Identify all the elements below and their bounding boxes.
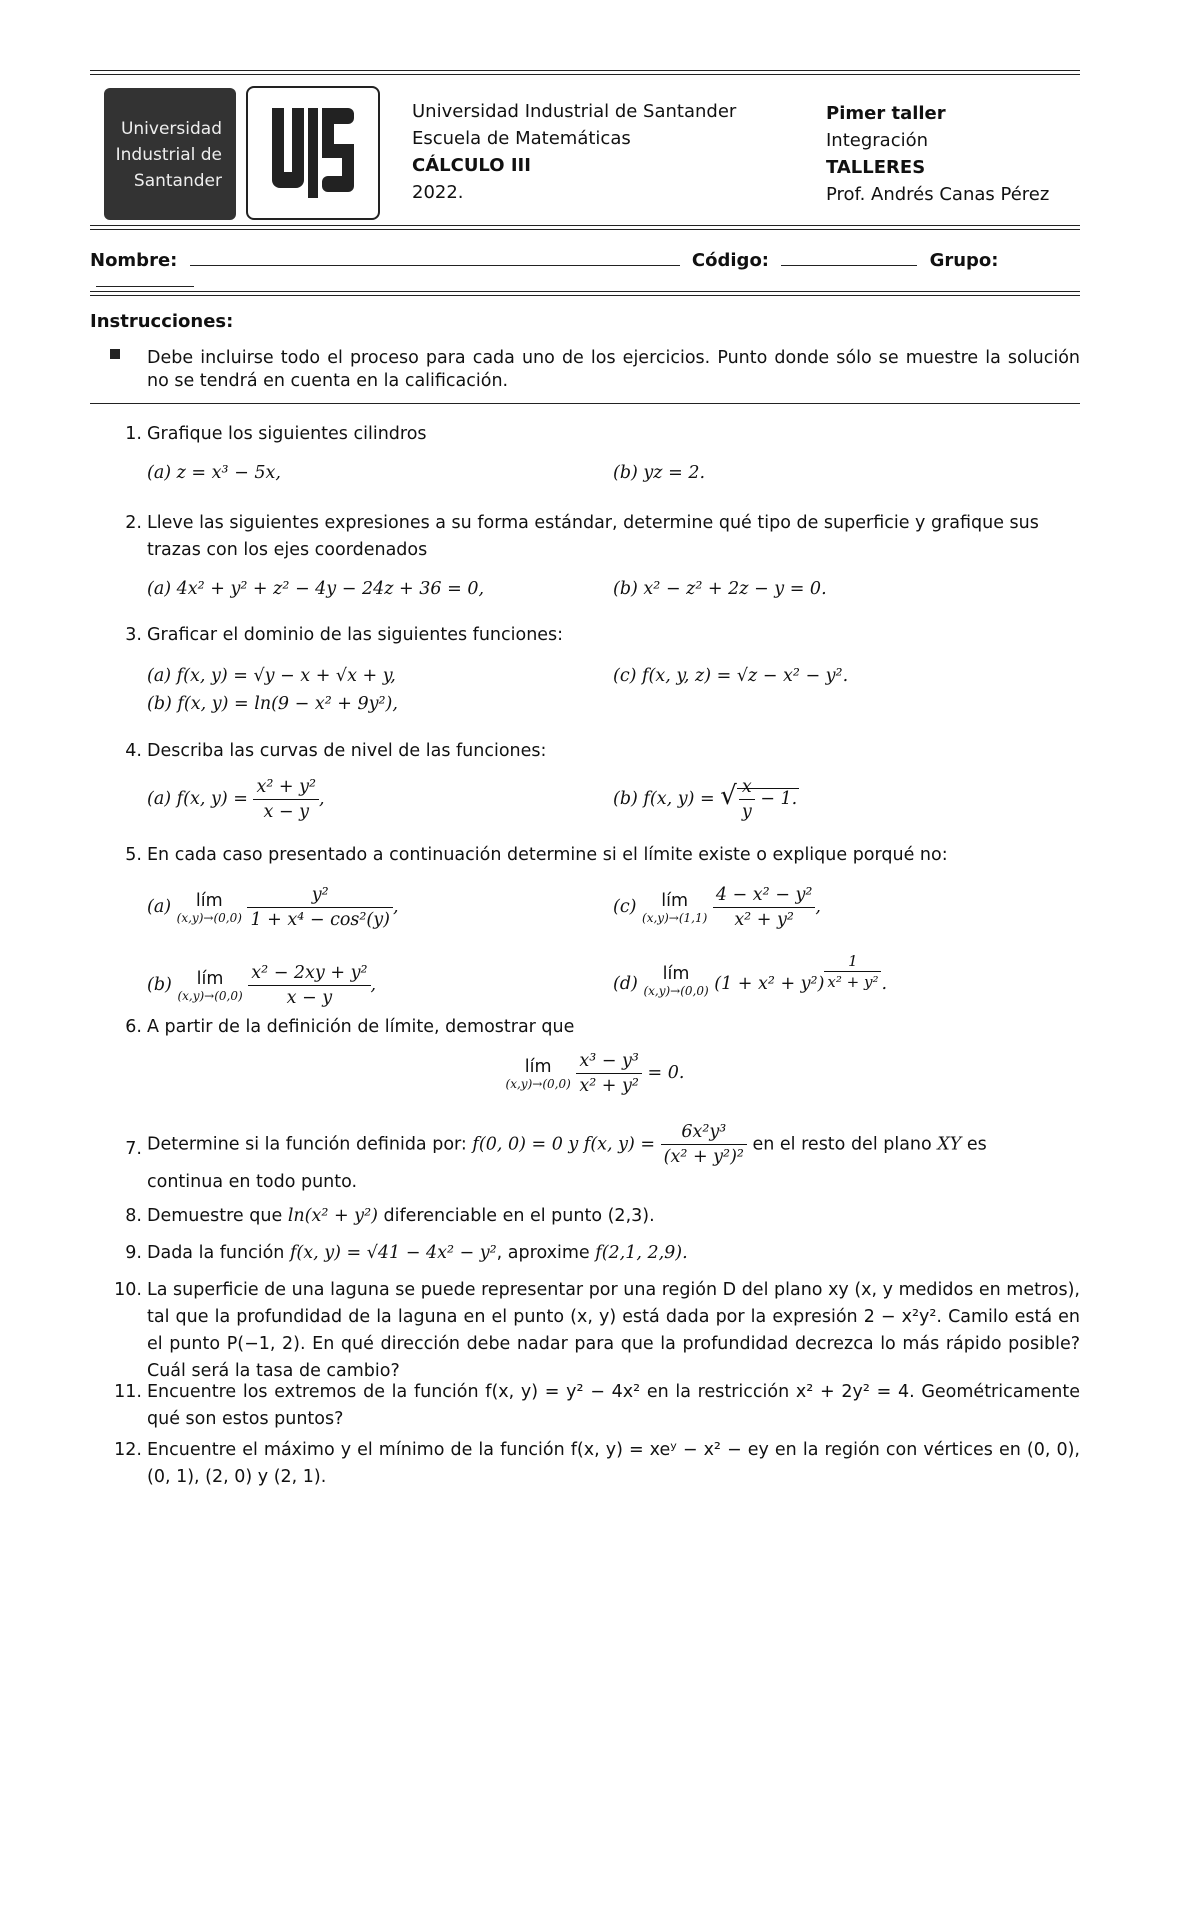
limit-base: (1 + x² + y²) (714, 974, 825, 994)
fraction (713, 883, 816, 932)
year: 2022. (412, 182, 464, 203)
exercise-11 (90, 1379, 1080, 1433)
item-b: (b) x² − z² + 2z − y = 0. (613, 579, 827, 599)
text-part: , aproxime (496, 1243, 590, 1263)
group-label: Grupo: (929, 250, 999, 271)
lim-text: lím (661, 890, 689, 911)
item-d: (d) lím (x,y)→(0,0) (1 + x² + y²) $\frac{1}{\text{x² + y²}}$ . (613, 952, 888, 998)
exercise-text: Encuentre los extremos de la función f(x, y) = y² − 4x² en la restricción x² + 2y² = 4. Geométricamente qué son estos puntos? (147, 1382, 1080, 1429)
instructions-title: Instrucciones: (90, 311, 234, 332)
university-name: Universidad Industrial de Santander (412, 101, 737, 122)
text-part: en el resto del plano (752, 1134, 932, 1155)
exercise-4 (90, 738, 1080, 831)
fields-rule (90, 291, 1080, 292)
header (90, 84, 1080, 216)
limit (506, 1057, 571, 1091)
lim-text: lím (195, 890, 223, 911)
student-fields (90, 250, 1080, 292)
exercise-3 (90, 622, 1080, 719)
item-a: (a) 4x² + y² + z² − 4y − 24z + 36 = 0, (147, 579, 485, 599)
name-label: Nombre: (90, 250, 178, 271)
equation-rhs: = 0. (647, 1063, 685, 1083)
logo-line: Universidad (120, 119, 222, 139)
denominator: x² + y² (579, 1076, 639, 1096)
exercise-5 (90, 842, 1080, 1025)
text-part: Dada la función (147, 1243, 285, 1263)
limit (177, 969, 242, 1003)
assignment-title: Pimer taller (826, 103, 946, 124)
lim-text: lím (524, 1056, 552, 1077)
exercise-text-cont: continua en todo punto. (147, 1172, 358, 1192)
group-field[interactable] (96, 271, 194, 287)
item-label: (c) (613, 897, 637, 917)
exercise-number: 9. (125, 1243, 142, 1263)
numerator: x³ − y³ (576, 1049, 642, 1074)
lim-subscript: (x,y)→(0,0) (643, 984, 709, 998)
code-label: Código: (691, 250, 770, 271)
numerator: x² + y² (253, 775, 319, 800)
numerator: 4 − x² − y² (713, 883, 816, 908)
expression: f(2,1, 2,9). (595, 1243, 688, 1263)
lim-subscript: (x,y)→(0,0) (176, 910, 242, 925)
exercise-number: 3. (125, 625, 142, 645)
denominator: x − y (263, 802, 310, 822)
numerator: x² − 2xy + y² (248, 961, 370, 986)
text-part: Demuestre que (147, 1206, 283, 1226)
text-part: es (966, 1134, 987, 1155)
fraction (248, 961, 370, 1010)
exercise-text: Lleve las siguientes expresiones a su forma estándar, determine qué tipo de superficie y grafique sus trazas con los ejes coordenados (147, 513, 1039, 560)
top-rule-inner (90, 74, 1080, 75)
exercise-number: 12. (114, 1440, 142, 1460)
bullet-icon (110, 349, 120, 359)
exercise-text: A partir de la definición de límite, demostrar que (147, 1017, 575, 1037)
institution-info (412, 98, 736, 206)
uis-logo-icon (246, 86, 380, 220)
exercise-text: Describa las curvas de nivel de las funciones: (147, 741, 547, 761)
exercise-9 (90, 1240, 1080, 1267)
item-a: (a) lím (x,y)→(0,0) $\frac{\text{y²}}{\text{1 + x⁴ − cos²(y)}}$ , (147, 885, 399, 930)
exercise-7 (90, 1120, 1080, 1196)
denominator: 1 + x⁴ − cos²(y) (250, 910, 390, 930)
exercise-text: Encuentre el máximo y el mínimo de la función f(x, y) = xeʸ − x² − ey en la región con vértices en (0, 0), (0, 1), (2, 0) y (2, 1). (147, 1440, 1080, 1487)
plane-name: XY (937, 1134, 962, 1155)
text-part: Determine si la función definida por: (147, 1134, 467, 1155)
numerator: y² (247, 883, 392, 908)
fraction (247, 883, 392, 932)
denominator: (x² + y²)² (663, 1147, 744, 1167)
item-label: (d) (613, 974, 638, 994)
exercise-number: 10. (114, 1280, 142, 1300)
fraction (253, 775, 319, 824)
fraction (661, 1120, 747, 1169)
header-rule-inner (90, 229, 1080, 230)
denominator: x² + y² (734, 910, 794, 930)
denominator: x² + y² (827, 973, 879, 991)
exercise-text (147, 1240, 1080, 1267)
fraction (576, 1049, 642, 1098)
assignment-info (826, 100, 1049, 208)
denominator: y (741, 802, 752, 822)
expression-tail: − 1. (760, 789, 798, 809)
exercise-text: Grafique los siguientes cilindros (147, 424, 427, 444)
instructions (90, 310, 1080, 393)
exponent-fraction (824, 951, 881, 992)
item-label: (a) (147, 897, 172, 917)
numerator: 1 (824, 951, 881, 972)
exercise-2 (90, 510, 1080, 608)
exercise-number: 11. (114, 1382, 142, 1402)
exercise-number: 4. (125, 741, 142, 761)
item-a: (a) f(x, y) = √y − x + √x + y, (147, 666, 396, 686)
exercise-number: 5. (125, 845, 142, 865)
header-rule (90, 225, 1080, 226)
denominator: x − y (286, 988, 333, 1008)
text-part: diferenciable en el punto (2,3). (383, 1206, 655, 1226)
instruction-item: Debe incluirse todo el proceso para cada uno de los ejercicios. Punto donde sólo se muestre la solución no se tendrá en cuenta en la calificación. (147, 348, 1080, 391)
item-b: (b) f(x, y) = √ $\frac{x}{y}$ − 1. (613, 777, 798, 822)
limit (642, 891, 707, 925)
code-field[interactable] (781, 250, 917, 266)
exercise-6 (90, 1014, 1080, 1098)
lim-subscript: (x,y)→(1,1) (642, 910, 708, 925)
function-definition: f(0, 0) = 0 y f(x, y) = (472, 1134, 656, 1155)
lim-subscript: (x,y)→(0,0) (505, 1076, 571, 1091)
logo-line: Industrial de (115, 145, 222, 165)
exercise-text (147, 1120, 1080, 1169)
assignment-type: TALLERES (826, 157, 926, 178)
fields-rule-inner (90, 295, 1080, 296)
numerator: 6x²y³ (661, 1120, 747, 1145)
expression: ln(x² + y²) (287, 1206, 378, 1226)
exercise-number: 8. (125, 1206, 142, 1226)
topic: Integración (826, 130, 929, 151)
exercise-12 (90, 1437, 1080, 1491)
item-b: (b) f(x, y) = ln(9 − x² + 9y²), (147, 694, 398, 714)
function-definition: f(x, y) = √41 − 4x² − y² (289, 1243, 497, 1263)
limit (643, 964, 708, 998)
fraction (739, 775, 755, 824)
top-rule (90, 70, 1080, 71)
course-name: CÁLCULO III (412, 155, 531, 176)
professor-name: Prof. Andrés Canas Pérez (826, 184, 1050, 205)
exercise-10 (90, 1277, 1080, 1385)
exercise-text: En cada caso presentado a continuación determine si el límite existe o explique porqué no: (147, 845, 948, 865)
item-a: (a) z = x³ − 5x, (147, 463, 281, 483)
item-a: (a) f(x, y) = $\frac{\text{x² + y²}}{x - y}$ , (147, 777, 325, 822)
exercise-1 (90, 421, 1080, 492)
item-c: (c) lím (x,y)→(1,1) $\frac{\text{4 − x² − y²}}{\text{x² + y²}}$ , (613, 885, 821, 930)
exercise-number: 6. (125, 1017, 142, 1037)
item-label: (a) f(x, y) = (147, 789, 248, 809)
school-name: Escuela de Matemáticas (412, 128, 631, 149)
name-field[interactable] (190, 250, 680, 266)
exercise-8 (90, 1203, 1080, 1230)
lim-text: lím (662, 964, 690, 984)
university-logo (104, 88, 236, 220)
instructions-rule (90, 403, 1080, 404)
display-equation (90, 1049, 1080, 1098)
item-c: (c) f(x, y, z) = √z − x² − y². (613, 666, 849, 686)
exercise-number: 2. (125, 513, 142, 533)
item-b: (b) lím (x,y)→(0,0) $\frac{\text{x² − 2xy + y²}}{x - y}$ , (147, 963, 377, 1008)
lim-text: lím (196, 968, 224, 989)
exercise-text (147, 1203, 1080, 1230)
exercise-text: La superficie de una laguna se puede representar por una región D del plano xy (x, y medidos en metros), tal que la profundidad de la laguna en el punto (x, y) está dada por la expresión 2 − x²y². Camilo está en el punto P(−1, 2). En qué dirección debe nadar para que la profundidad decrezca lo más rápido posible? Cuál será la tasa de cambio? (147, 1280, 1080, 1381)
limit (177, 891, 242, 925)
lim-subscript: (x,y)→(0,0) (177, 988, 243, 1003)
exercise-number: 1. (125, 424, 142, 444)
logo-line: Santander (133, 171, 222, 191)
numerator: x (739, 775, 755, 800)
item-b: (b) yz = 2. (613, 463, 706, 483)
item-label: (b) f(x, y) = (613, 789, 715, 809)
exercise-text: Graficar el dominio de las siguientes funciones: (147, 625, 564, 645)
item-label: (b) (147, 975, 172, 995)
exercise-number: 7. (125, 1139, 142, 1159)
